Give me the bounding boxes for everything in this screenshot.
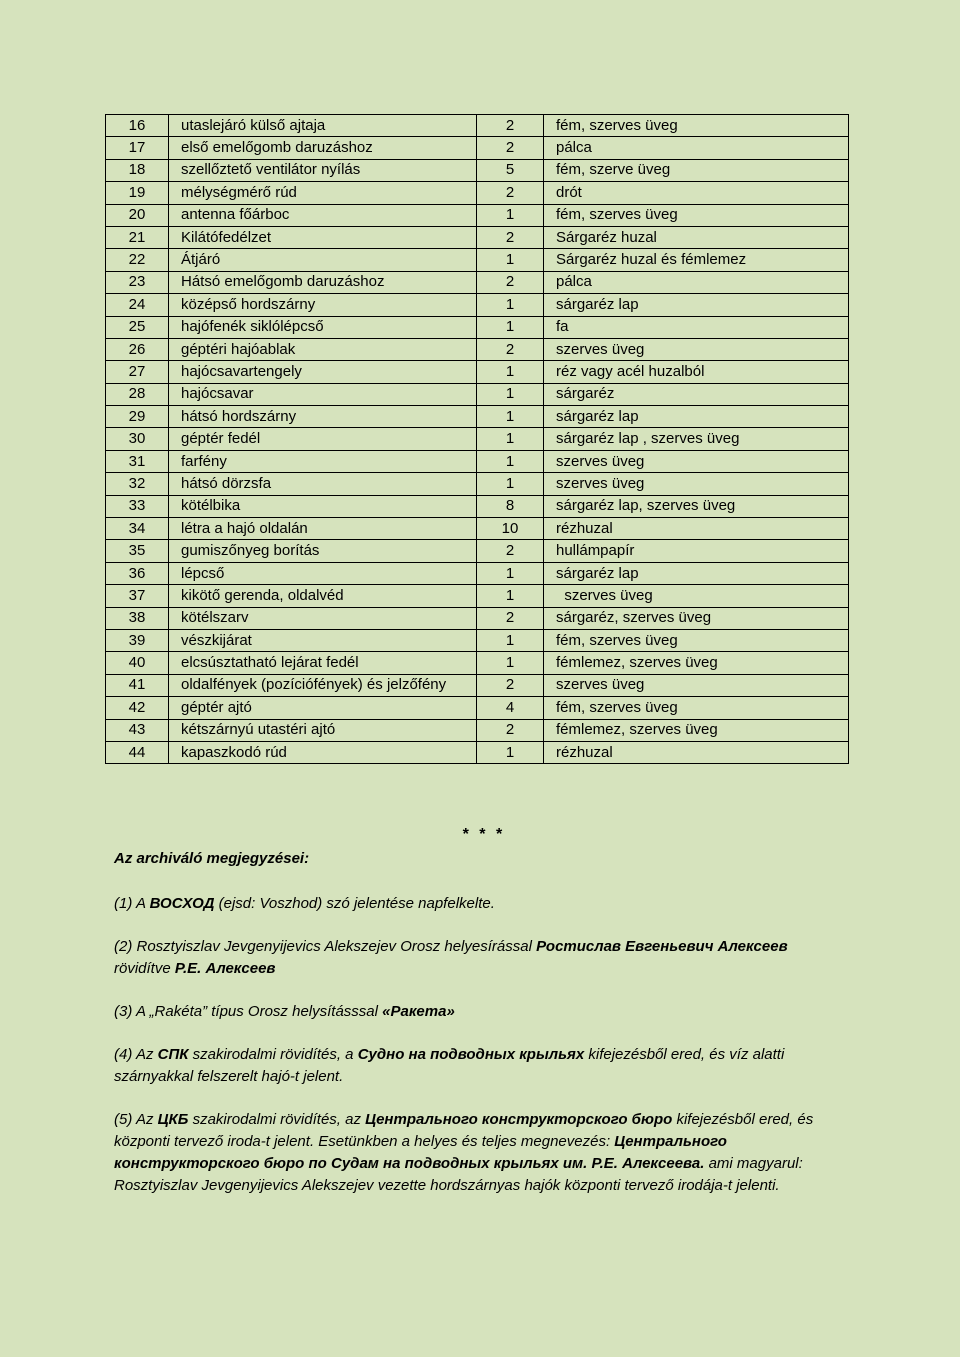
table-row	[106, 294, 849, 316]
part-number-cell: 23	[106, 271, 169, 293]
part-number-cell: 37	[106, 585, 169, 607]
part-name-cell: géptéri hajóablak	[169, 338, 477, 360]
part-number-cell: 32	[106, 473, 169, 495]
table-row	[106, 316, 849, 338]
note-text: (ejsd: Voszhod) szó jelentése napfelkelte.	[214, 895, 495, 912]
part-name-cell: kapaszkodó rúd	[169, 741, 477, 763]
table-row	[106, 338, 849, 360]
table-row	[106, 226, 849, 248]
part-name-cell: szellőztető ventilátor nyílás	[169, 159, 477, 181]
part-number-cell: 25	[106, 316, 169, 338]
table-row	[106, 629, 849, 651]
part-name-cell: Kilátófedélzet	[169, 226, 477, 248]
part-quantity-cell: 1	[477, 204, 544, 226]
part-number-cell: 40	[106, 652, 169, 674]
part-quantity-cell: 2	[477, 540, 544, 562]
part-name-cell: géptér fedél	[169, 428, 477, 450]
note-emphasis: Центрального конструкторского бюро по Судам на подводных крыльях им. Р.Е. Алексеева.	[114, 1133, 727, 1172]
part-number-cell: 33	[106, 495, 169, 517]
part-quantity-cell: 1	[477, 450, 544, 472]
part-quantity-cell: 2	[477, 137, 544, 159]
part-material-cell: hullámpapír	[544, 540, 849, 562]
part-name-cell: Átjáró	[169, 249, 477, 271]
part-quantity-cell: 2	[477, 271, 544, 293]
part-quantity-cell: 4	[477, 697, 544, 719]
note-text: (1) A	[114, 895, 150, 912]
part-material-cell: sárgaréz lap, szerves üveg	[544, 495, 849, 517]
note-text: ami magyarul: Rosztyiszlav Jevgenyijevics Alekszejev vezette hordszárnyas hajók központi tervező irodája-t jelenti.	[114, 1155, 803, 1194]
part-number-cell: 18	[106, 159, 169, 181]
part-name-cell: antenna főárboc	[169, 204, 477, 226]
part-name-cell: létra a hajó oldalán	[169, 518, 477, 540]
part-quantity-cell: 2	[477, 607, 544, 629]
note-emphasis: СПК	[157, 1046, 189, 1063]
table-row	[106, 495, 849, 517]
part-material-cell: réz vagy acél huzalból	[544, 361, 849, 383]
part-number-cell: 41	[106, 674, 169, 696]
part-number-cell: 31	[106, 450, 169, 472]
part-material-cell: rézhuzal	[544, 741, 849, 763]
part-number-cell: 44	[106, 741, 169, 763]
archivist-notes	[114, 893, 844, 1218]
part-material-cell: sárgaréz	[544, 383, 849, 405]
part-name-cell: gumiszőnyeg borítás	[169, 540, 477, 562]
note-paragraph	[114, 1001, 844, 1023]
part-name-cell: Hátsó emelőgomb daruzáshoz	[169, 271, 477, 293]
part-number-cell: 34	[106, 518, 169, 540]
part-quantity-cell: 8	[477, 495, 544, 517]
part-name-cell: lépcső	[169, 562, 477, 584]
part-quantity-cell: 1	[477, 316, 544, 338]
part-quantity-cell: 5	[477, 159, 544, 181]
note-emphasis: ВОСХОД	[149, 895, 215, 912]
part-material-cell: pálca	[544, 271, 849, 293]
part-material-cell: sárgaréz lap , szerves üveg	[544, 428, 849, 450]
part-number-cell: 21	[106, 226, 169, 248]
part-name-cell: mélységmérő rúd	[169, 182, 477, 204]
part-number-cell: 26	[106, 338, 169, 360]
part-name-cell: oldalfények (pozíciófények) és jelzőfény	[169, 674, 477, 696]
part-material-cell: drót	[544, 182, 849, 204]
part-quantity-cell: 2	[477, 115, 544, 137]
part-material-cell: szerves üveg	[544, 473, 849, 495]
note-paragraph	[114, 936, 844, 980]
part-quantity-cell: 10	[477, 518, 544, 540]
part-number-cell: 38	[106, 607, 169, 629]
part-material-cell: szerves üveg	[544, 674, 849, 696]
part-number-cell: 28	[106, 383, 169, 405]
table-row	[106, 204, 849, 226]
note-text: szakirodalmi rövidítés, a	[188, 1046, 358, 1063]
table-row	[106, 361, 849, 383]
part-number-cell: 42	[106, 697, 169, 719]
part-number-cell: 20	[106, 204, 169, 226]
table-row	[106, 406, 849, 428]
part-number-cell: 17	[106, 137, 169, 159]
table-row	[106, 741, 849, 763]
part-name-cell: hátsó dörzsfa	[169, 473, 477, 495]
notes-heading: Az archiváló megjegyzései:	[114, 850, 310, 867]
part-quantity-cell: 1	[477, 629, 544, 651]
part-quantity-cell: 1	[477, 473, 544, 495]
part-quantity-cell: 1	[477, 249, 544, 271]
part-quantity-cell: 1	[477, 406, 544, 428]
part-material-cell: szerves üveg	[544, 338, 849, 360]
note-emphasis: Судно на подводных крыльях	[357, 1046, 585, 1063]
table-row	[106, 540, 849, 562]
part-name-cell: első emelőgomb daruzáshoz	[169, 137, 477, 159]
part-material-cell: fémlemez, szerves üveg	[544, 719, 849, 741]
part-number-cell: 43	[106, 719, 169, 741]
part-number-cell: 16	[106, 115, 169, 137]
part-name-cell: kötélszarv	[169, 607, 477, 629]
part-name-cell: elcsúsztatható lejárat fedél	[169, 652, 477, 674]
part-name-cell: farfény	[169, 450, 477, 472]
table-row	[106, 182, 849, 204]
part-quantity-cell: 1	[477, 562, 544, 584]
part-name-cell: hajófenék siklólépcső	[169, 316, 477, 338]
part-quantity-cell: 1	[477, 294, 544, 316]
note-text: kifejezésből ered, és víz alatti szárnyakkal felszerelt hajó-t jelent.	[114, 1046, 785, 1085]
part-quantity-cell: 2	[477, 674, 544, 696]
part-material-cell: fémlemez, szerves üveg	[544, 652, 849, 674]
table-row	[106, 159, 849, 181]
part-material-cell: Sárgaréz huzal és fémlemez	[544, 249, 849, 271]
part-number-cell: 27	[106, 361, 169, 383]
table-row	[106, 562, 849, 584]
table-row	[106, 518, 849, 540]
table-row	[106, 450, 849, 472]
table-row	[106, 473, 849, 495]
table-row	[106, 115, 849, 137]
part-material-cell: rézhuzal	[544, 518, 849, 540]
parts-table-body	[106, 115, 849, 764]
part-material-cell: szerves üveg	[544, 450, 849, 472]
part-material-cell: fém, szerves üveg	[544, 629, 849, 651]
part-number-cell: 30	[106, 428, 169, 450]
note-text: szakirodalmi rövidítés, az	[188, 1111, 366, 1128]
table-row	[106, 383, 849, 405]
note-paragraph	[114, 1044, 844, 1088]
part-name-cell: kötélbika	[169, 495, 477, 517]
part-quantity-cell: 1	[477, 652, 544, 674]
part-quantity-cell: 2	[477, 719, 544, 741]
part-number-cell: 19	[106, 182, 169, 204]
part-name-cell: hajócsavartengely	[169, 361, 477, 383]
parts-table	[105, 114, 849, 764]
note-text: (2) Rosztyiszlav Jevgenyijevics Alekszejev Orosz helyesírással	[114, 938, 537, 955]
part-number-cell: 35	[106, 540, 169, 562]
part-quantity-cell: 1	[477, 361, 544, 383]
part-material-cell: fa	[544, 316, 849, 338]
part-quantity-cell: 1	[477, 383, 544, 405]
part-number-cell: 29	[106, 406, 169, 428]
note-emphasis: ЦКБ	[157, 1111, 189, 1128]
part-number-cell: 39	[106, 629, 169, 651]
part-number-cell: 36	[106, 562, 169, 584]
note-text: (4) Az	[114, 1046, 158, 1063]
table-row	[106, 607, 849, 629]
table-row	[106, 585, 849, 607]
note-paragraph	[114, 893, 844, 915]
note-text: (3) A „Rakéta” típus Orosz helysításssal	[114, 1003, 383, 1020]
part-name-cell: kikötő gerenda, oldalvéd	[169, 585, 477, 607]
part-quantity-cell: 2	[477, 226, 544, 248]
table-row	[106, 719, 849, 741]
part-quantity-cell: 2	[477, 338, 544, 360]
part-quantity-cell: 1	[477, 428, 544, 450]
part-name-cell: középső hordszárny	[169, 294, 477, 316]
part-quantity-cell: 1	[477, 585, 544, 607]
part-material-cell: szerves üveg	[544, 585, 849, 607]
note-paragraph	[114, 1109, 844, 1197]
part-name-cell: géptér ajtó	[169, 697, 477, 719]
part-name-cell: hátsó hordszárny	[169, 406, 477, 428]
part-name-cell: kétszárnyú utastéri ajtó	[169, 719, 477, 741]
part-material-cell: sárgaréz lap	[544, 406, 849, 428]
part-name-cell: utaslejáró külső ajtaja	[169, 115, 477, 137]
note-emphasis: «Ракета»	[382, 1003, 455, 1020]
table-row	[106, 674, 849, 696]
part-material-cell: fém, szerves üveg	[544, 697, 849, 719]
part-quantity-cell: 1	[477, 741, 544, 763]
table-row	[106, 249, 849, 271]
table-row	[106, 428, 849, 450]
part-name-cell: hajócsavar	[169, 383, 477, 405]
part-material-cell: sárgaréz, szerves üveg	[544, 607, 849, 629]
part-quantity-cell: 2	[477, 182, 544, 204]
part-material-cell: sárgaréz lap	[544, 294, 849, 316]
part-number-cell: 22	[106, 249, 169, 271]
note-text: rövidítve	[114, 960, 175, 977]
part-material-cell: Sárgaréz huzal	[544, 226, 849, 248]
part-material-cell: fém, szerves üveg	[544, 204, 849, 226]
part-material-cell: fém, szerve üveg	[544, 159, 849, 181]
part-name-cell: vészkijárat	[169, 629, 477, 651]
section-separator: * * *	[462, 826, 505, 843]
note-text: (5) Az	[114, 1111, 158, 1128]
note-emphasis: Ростислав Евгеньевич Алексеев	[536, 938, 788, 955]
part-material-cell: sárgaréz lap	[544, 562, 849, 584]
part-material-cell: fém, szerves üveg	[544, 115, 849, 137]
note-emphasis: Центрального конструкторского бюро	[365, 1111, 673, 1128]
part-material-cell: pálca	[544, 137, 849, 159]
table-row	[106, 271, 849, 293]
part-number-cell: 24	[106, 294, 169, 316]
table-row	[106, 697, 849, 719]
table-row	[106, 652, 849, 674]
note-text: kifejezésből ered, és központi tervező iroda-t jelent. Esetünkben a helyes és teljes megnevezés:	[114, 1111, 814, 1150]
note-emphasis: Р.Е. Алексеев	[174, 960, 276, 977]
table-row	[106, 137, 849, 159]
